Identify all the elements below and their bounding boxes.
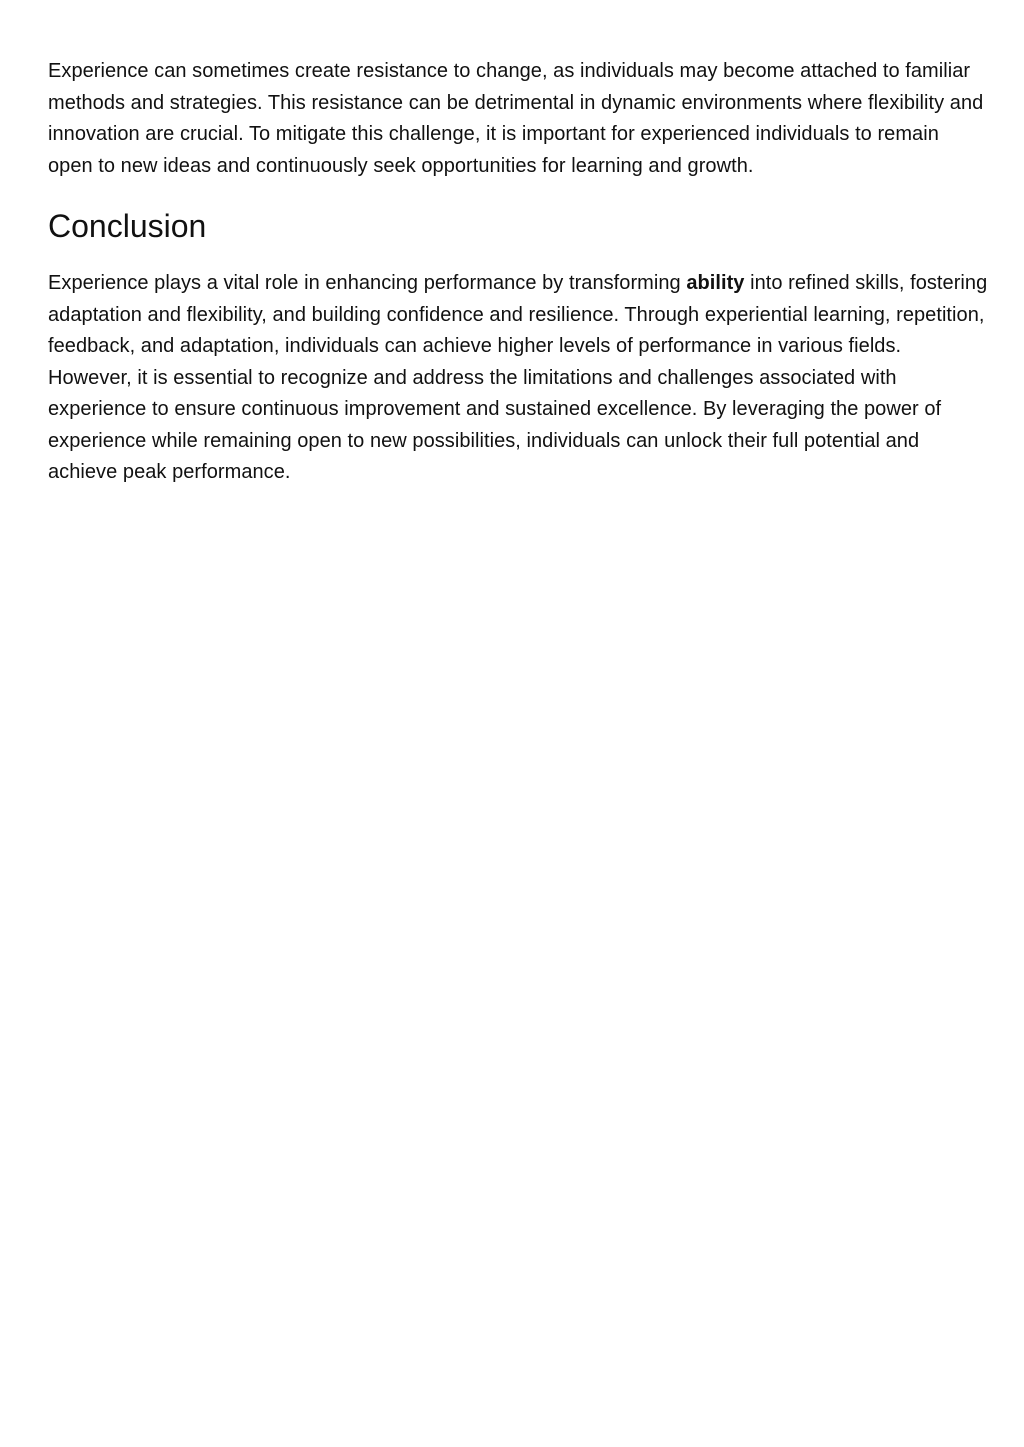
conclusion-heading: Conclusion xyxy=(48,208,207,244)
document-page xyxy=(48,56,988,489)
conclusion-paragraph xyxy=(48,268,988,489)
intro-paragraph: Experience can sometimes create resistance to change, as individuals may become attached to familiar methods and strategies. This resistance can be detrimental in dynamic environments where flexibility and innovation are crucial. To mitigate this challenge, it is important for experienced individuals to remain open to new ideas and continuously seek opportunities for learning and growth. xyxy=(48,60,984,177)
conclusion-bold-term: ability xyxy=(686,272,745,294)
conclusion-text-end: into refined skills, fostering adaptation and flexibility, and building confidence and resilience. Through experiential learning, repetition, feedback, and adaptation, individuals can achieve higher levels of performance in various fields. However, it is essential to recognize and address the limitations and challenges associated with experience to ensure continuous improvement and sustained excellence. By leveraging the power of experience while remaining open to new possibilities, individuals can unlock their full potential and achieve peak performance. xyxy=(48,272,988,483)
conclusion-text-start: Experience plays a vital role in enhancing performance by transforming xyxy=(48,272,687,294)
